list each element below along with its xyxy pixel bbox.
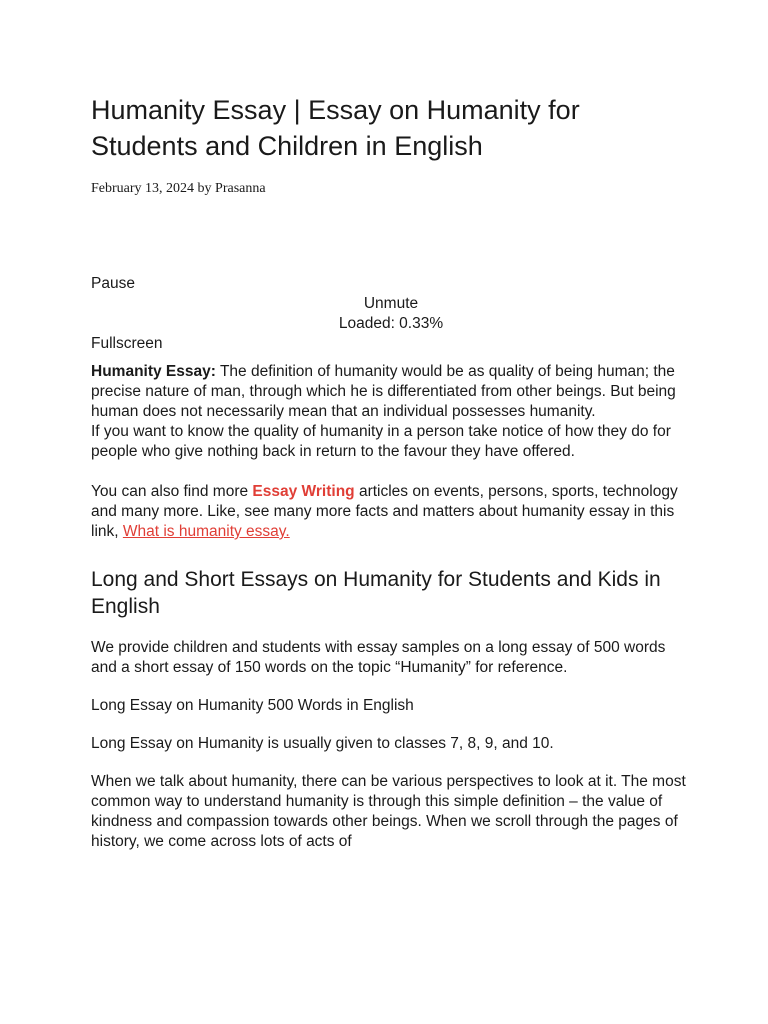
article-author[interactable]: Prasanna	[215, 181, 266, 196]
long-essay-subheading: Long Essay on Humanity 500 Words in English	[91, 697, 414, 714]
unmute-button[interactable]: Unmute	[363, 295, 419, 312]
article-title: Humanity Essay | Essay on Humanity for Students and Children in English	[91, 95, 580, 161]
find-more-middle: articles on events, persons, sports, technology and many more. Like, see many more facts and matters about humanity essay in this link,	[91, 483, 678, 540]
fullscreen-button[interactable]: Fullscreen	[91, 335, 163, 352]
what-is-humanity-essay-link[interactable]: What is humanity essay.	[122, 523, 290, 540]
intro-lead: Humanity Essay:	[91, 363, 216, 380]
article	[91, 92, 691, 852]
intro-text-2: If you want to know the quality of humanity in a person take notice of how they do for people who give nothing back in return to the favour they have offered.	[91, 423, 671, 460]
find-more-prefix: You can also find more	[91, 483, 253, 500]
find-more-paragraph	[91, 482, 691, 542]
video-player-controls	[91, 274, 691, 354]
loaded-progress: Loaded: 0.33%	[338, 315, 444, 332]
usually-given-paragraph: Long Essay on Humanity is usually given to classes 7, 8, 9, and 10.	[91, 735, 554, 752]
talk-paragraph: When we talk about humanity, there can be various perspectives to look at it. The most common way to understand humanity is through this simple definition – the value of kindness and compassion towards other beings. When we scroll through the pages of history, we come across lots of acts of	[91, 773, 686, 850]
provide-paragraph: We provide children and students with essay samples on a long essay of 500 words and a short essay of 150 words on the topic “Humanity” for reference.	[91, 639, 666, 676]
article-date: February 13, 2024	[91, 181, 195, 196]
essay-writing-link[interactable]: Essay Writing	[252, 483, 355, 500]
article-meta	[91, 180, 691, 198]
section-heading: Long and Short Essays on Humanity for Students and Kids in English	[91, 568, 661, 618]
intro-text-1: The definition of humanity would be as quality of being human; the precise nature of man, through which he is differentiated from other beings. But being human does not necessarily mean that an individual possesses humanity.	[91, 363, 676, 420]
intro-paragraph	[91, 362, 691, 462]
article-by: by	[197, 181, 212, 196]
pause-button[interactable]: Pause	[91, 275, 135, 292]
